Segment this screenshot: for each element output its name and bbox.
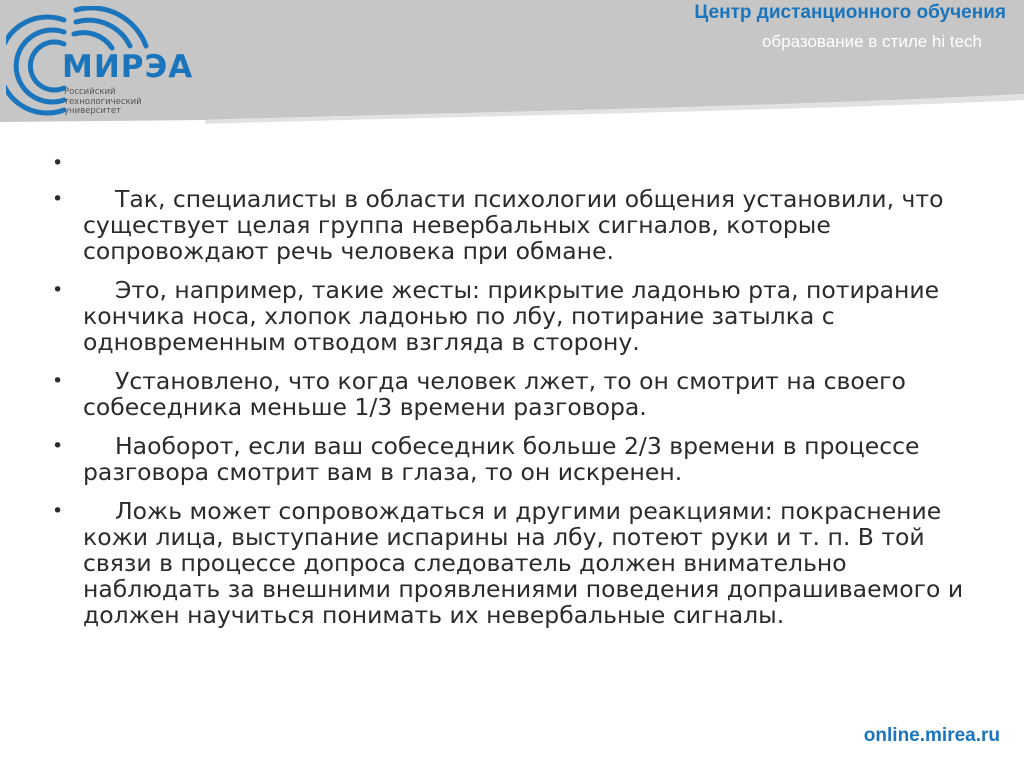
logo-subtitle-line: университет xyxy=(64,106,122,116)
bullet-text: Это, например, такие жесты: прикрытие ладонью рта, потирание кончика носа, хлопок ладонью по лбу, потирание затылка с одновременным отводом взгляда в сторону. xyxy=(83,276,940,356)
bullet-text: Так, специалисты в области психологии общения установили, что существует целая группа невербальных сигналов, которые сопровождают речь человека при обмане. xyxy=(83,185,944,265)
header-title: Центр дистанционного обучения xyxy=(694,2,1006,23)
bullet-dot-icon: • xyxy=(52,370,64,392)
bullet-item xyxy=(52,498,972,628)
bullet-item xyxy=(52,150,972,176)
footer-url-link[interactable]: online.mirea.ru xyxy=(863,725,1000,746)
bullet-item xyxy=(52,368,972,420)
bullet-item xyxy=(52,433,972,485)
bullet-text: Установлено, что когда человек лжет, то он смотрит на своего собеседника меньше 1/3 времени разговора. xyxy=(83,367,906,421)
logo-subtitle xyxy=(64,88,144,117)
bullet-dot-icon: • xyxy=(52,188,64,210)
slide-content xyxy=(52,150,972,641)
logo-wordmark: МИРЭА xyxy=(62,49,194,85)
bullet-item xyxy=(52,277,972,355)
mirea-logo xyxy=(6,6,216,118)
bullet-dot-icon: • xyxy=(52,500,64,522)
bullet-dot-icon: • xyxy=(52,279,64,301)
bullet-text: Ложь может сопровождаться и другими реакциями: покраснение кожи лица, выступание испарины на лбу, потеют руки и т. п. В той связи в процессе допроса следователь должен внимательно наблюдать за внешними проявлениями поведения допрашиваемого и должен научиться понимать их невербальные сигналы. xyxy=(83,497,964,629)
bullet-dot-icon: • xyxy=(52,435,64,457)
bullet-dot-icon: • xyxy=(52,152,64,174)
logo-subtitle-line: Российский xyxy=(64,87,116,97)
bullet-item xyxy=(52,186,972,264)
logo-subtitle-line: технологический xyxy=(64,96,142,107)
header-tagline: образование в стиле hi tech xyxy=(761,32,982,51)
bullet-text: Наоборот, если ваш собеседник больше 2/3 времени в процессе разговора смотрит вам в глаза, то он искренен. xyxy=(83,432,920,486)
